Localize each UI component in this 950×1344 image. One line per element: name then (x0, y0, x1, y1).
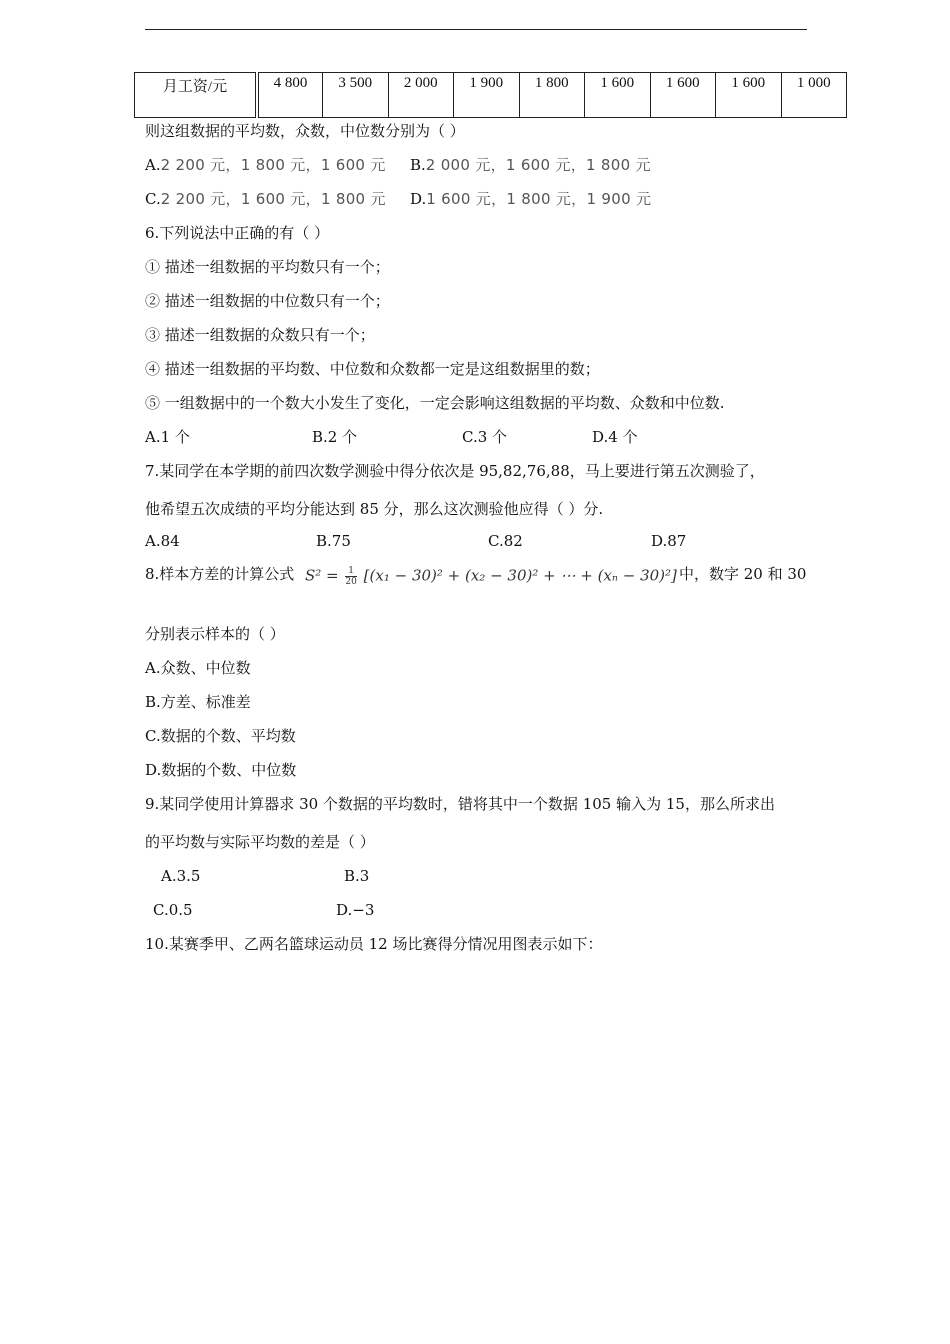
table-cell: 1 900 (454, 73, 520, 118)
option-values: 2 200 元，1 600 元，1 800 元 (160, 190, 386, 208)
formula-rhs: [(x₁ − 30)² + (x₂ − 30)² + ⋯ + (xₙ − 30)²] (363, 566, 677, 585)
table-cell: 3 500 (323, 73, 389, 118)
q7-option-c: C.82 (488, 532, 523, 550)
option-values: 2 000 元，1 600 元，1 800 元 (425, 156, 651, 174)
q7-option-b: B.75 (316, 532, 351, 550)
q9-line-2: 的平均数与实际平均数的差是（ ） (145, 833, 375, 851)
table-header-cell: 月工资/元 (135, 73, 258, 118)
q7-option-a: A.84 (145, 532, 180, 550)
q9-line-1: 9.某同学使用计算器求 30 个数据的平均数时，错将其中一个数据 105 输入为 15，那么所求出 (145, 795, 775, 813)
q6-option-d: D.4 个 (592, 428, 638, 446)
formula-lhs: S² = (305, 566, 339, 585)
table-cell: 1 800 (519, 73, 585, 118)
option-values: 1 600 元，1 800 元，1 900 元 (426, 190, 652, 208)
option-label: D. (410, 190, 427, 208)
q8-option-b: B.方差、标准差 (145, 693, 251, 711)
q5-option-b (410, 155, 651, 175)
q7-option-d: D.87 (651, 532, 687, 550)
q5-option-d (410, 189, 651, 209)
table-cell: 1 600 (716, 73, 782, 118)
q6-option-a: A.1 个 (145, 428, 190, 446)
table-cell: 1 600 (650, 73, 716, 118)
q9-option-b: B.3 (344, 867, 370, 885)
q7-line-2: 他希望五次成绩的平均分能达到 85 分，那么这次测验他应得（ ）分. (145, 500, 604, 518)
q6-statement-4: ④ 描述一组数据的平均数、中位数和众数都一定是这组数据里的数； (145, 360, 600, 378)
q6-statement-3: ③ 描述一组数据的众数只有一个； (145, 326, 375, 344)
option-label: A. (145, 156, 161, 174)
q6-option-b: B.2 个 (312, 428, 358, 446)
q6-statement-5: ⑤ 一组数据中的一个数大小发生了变化，一定会影响这组数据的平均数、众数和中位数. (145, 394, 725, 412)
variance-formula (305, 566, 677, 592)
formula-fraction (345, 566, 356, 587)
q10-line-1: 10.某赛季甲、乙两名篮球运动员 12 场比赛得分情况用图表示如下： (145, 935, 603, 953)
q5-option-c (145, 189, 386, 209)
q5-option-a (145, 155, 386, 175)
option-label: C. (145, 190, 161, 208)
q8-option-c: C.数据的个数、平均数 (145, 727, 296, 745)
fraction-denominator: 20 (345, 577, 357, 587)
table-cell: 1 600 (585, 73, 651, 118)
table-cell: 1 000 (781, 73, 847, 118)
header-rule (145, 29, 807, 30)
table-row (135, 73, 847, 118)
table-cell: 4 800 (257, 73, 323, 118)
q6-statement-2: ② 描述一组数据的中位数只有一个； (145, 292, 390, 310)
q9-option-a: A.3.5 (161, 867, 201, 885)
q8-line-2: 分别表示样本的（ ） (145, 625, 285, 643)
option-label: B. (410, 156, 426, 174)
q7-line-1: 7.某同学在本学期的前四次数学测验中得分依次是 95,82,76,88，马上要进行第五次测验了， (145, 462, 765, 480)
q8-option-d: D.数据的个数、中位数 (145, 761, 297, 779)
q9-option-c: C.0.5 (153, 901, 193, 919)
q5-stem: 则这组数据的平均数，众数，中位数分别为（ ） (145, 122, 465, 140)
wage-table (134, 72, 847, 118)
q8-option-a: A.众数、中位数 (145, 659, 251, 677)
fraction-numerator: 1 (348, 566, 355, 576)
table-cell: 2 000 (388, 73, 454, 118)
q8-suffix: 中，数字 20 和 30 (679, 565, 807, 583)
q6-statement-1: ① 描述一组数据的平均数只有一个； (145, 258, 390, 276)
option-values: 2 200 元，1 800 元，1 600 元 (160, 156, 386, 174)
q8-prefix: 8.样本方差的计算公式 (145, 565, 295, 583)
q9-option-d: D.−3 (336, 901, 375, 919)
q6-option-c: C.3 个 (462, 428, 508, 446)
q6-stem: 6.下列说法中正确的有（ ） (145, 224, 330, 242)
